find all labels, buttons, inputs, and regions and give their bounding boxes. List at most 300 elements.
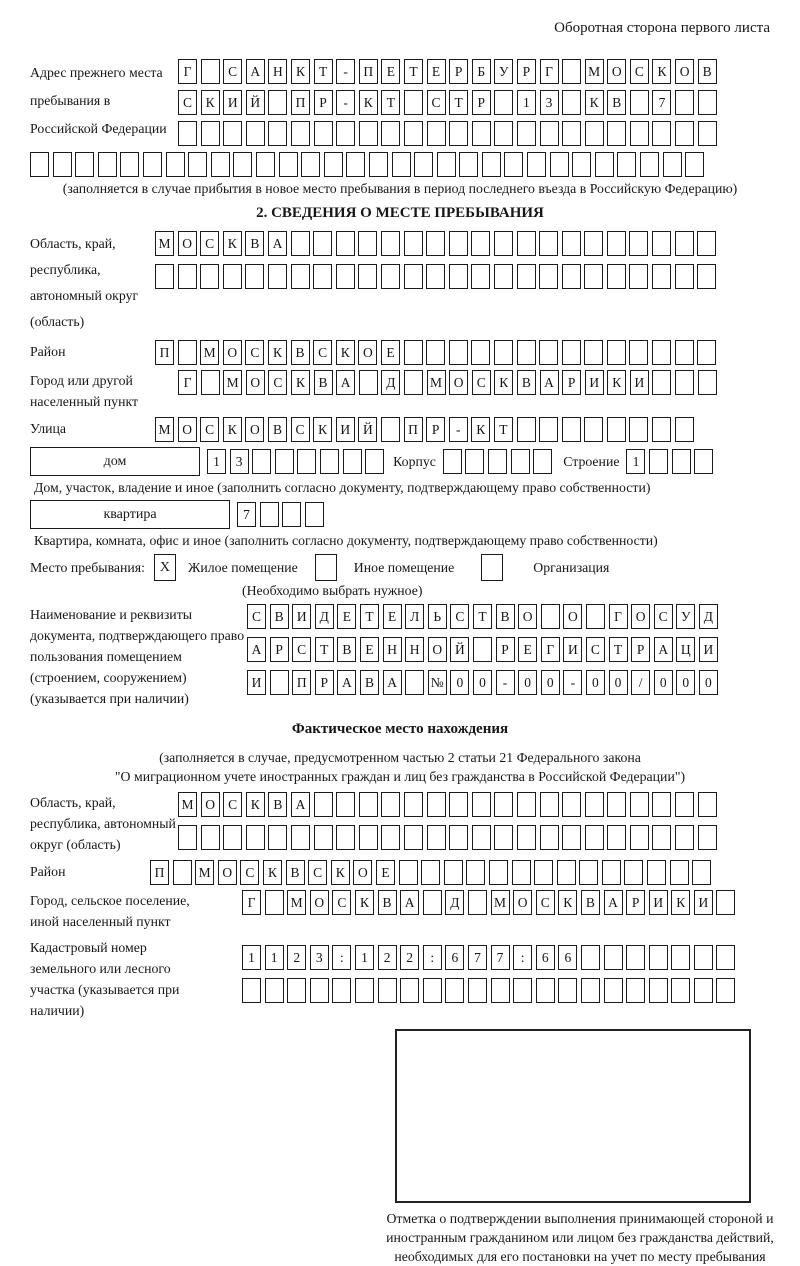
char-box[interactable] (694, 978, 713, 1003)
char-box[interactable]: Д (445, 890, 464, 915)
char-box[interactable] (200, 264, 219, 289)
char-box[interactable]: О (358, 340, 377, 365)
char-box[interactable] (400, 978, 419, 1003)
char-box[interactable] (359, 370, 378, 395)
char-box[interactable] (444, 860, 463, 885)
char-box[interactable]: Г (609, 604, 628, 629)
char-box[interactable] (265, 890, 284, 915)
char-box[interactable] (675, 90, 694, 115)
char-box[interactable] (539, 231, 558, 256)
char-box[interactable]: К (246, 792, 265, 817)
char-box[interactable] (649, 978, 668, 1003)
char-box[interactable]: Р (315, 670, 334, 695)
char-box[interactable] (471, 264, 490, 289)
char-box[interactable]: Р (626, 890, 645, 915)
char-box[interactable] (242, 978, 261, 1003)
char-box[interactable] (282, 502, 301, 527)
char-box[interactable] (697, 264, 716, 289)
char-box[interactable] (716, 978, 735, 1003)
char-box[interactable]: К (558, 890, 577, 915)
char-box[interactable]: Б (472, 59, 491, 84)
char-box[interactable]: С (654, 604, 673, 629)
char-box[interactable] (585, 792, 604, 817)
char-box[interactable] (449, 264, 468, 289)
char-box[interactable]: Н (405, 637, 424, 662)
char-box[interactable] (268, 825, 287, 850)
char-box[interactable] (404, 370, 423, 395)
char-box[interactable]: Т (360, 604, 379, 629)
char-box[interactable] (581, 945, 600, 970)
char-box[interactable]: В (496, 604, 515, 629)
char-box[interactable]: А (337, 670, 356, 695)
char-box[interactable] (291, 825, 310, 850)
char-box[interactable] (314, 792, 333, 817)
char-box[interactable] (675, 264, 694, 289)
char-box[interactable] (517, 792, 536, 817)
char-box[interactable]: О (631, 604, 650, 629)
char-box[interactable] (675, 340, 694, 365)
char-box[interactable] (314, 121, 333, 146)
char-box[interactable] (279, 152, 298, 177)
char-box[interactable] (494, 231, 513, 256)
char-box[interactable]: А (336, 370, 355, 395)
char-box[interactable]: К (585, 90, 604, 115)
char-box[interactable]: К (291, 370, 310, 395)
char-box[interactable] (459, 152, 478, 177)
char-box[interactable] (511, 449, 530, 474)
char-box[interactable] (517, 825, 536, 850)
char-box[interactable] (562, 340, 581, 365)
char-box[interactable]: О (518, 604, 537, 629)
char-box[interactable]: 3 (540, 90, 559, 115)
char-box[interactable] (405, 670, 424, 695)
char-box[interactable]: М (195, 860, 214, 885)
char-box[interactable] (336, 792, 355, 817)
char-box[interactable] (607, 340, 626, 365)
char-box[interactable]: О (675, 59, 694, 84)
char-box[interactable]: К (263, 860, 282, 885)
char-box[interactable]: Р (472, 90, 491, 115)
char-box[interactable]: Г (541, 637, 560, 662)
char-box[interactable] (449, 825, 468, 850)
char-box[interactable]: И (694, 890, 713, 915)
char-box[interactable] (414, 152, 433, 177)
char-box[interactable]: О (607, 59, 626, 84)
char-box[interactable]: П (155, 340, 174, 365)
char-box[interactable] (562, 417, 581, 442)
char-box[interactable]: / (631, 670, 650, 695)
char-box[interactable] (468, 978, 487, 1003)
char-box[interactable] (314, 825, 333, 850)
char-box[interactable] (539, 417, 558, 442)
char-box[interactable]: И (336, 417, 355, 442)
char-box[interactable] (581, 978, 600, 1003)
char-box[interactable]: В (268, 417, 287, 442)
char-box[interactable]: 0 (699, 670, 718, 695)
char-box[interactable]: К (471, 417, 490, 442)
char-box[interactable] (201, 825, 220, 850)
char-box[interactable] (489, 860, 508, 885)
char-box[interactable]: Р (270, 637, 289, 662)
char-box[interactable]: С (200, 417, 219, 442)
char-box[interactable]: О (246, 370, 265, 395)
char-box[interactable] (426, 231, 445, 256)
char-box[interactable]: А (540, 370, 559, 395)
char-box[interactable]: С (247, 604, 266, 629)
char-box[interactable] (423, 890, 442, 915)
char-box[interactable] (53, 152, 72, 177)
char-box[interactable] (482, 152, 501, 177)
char-box[interactable] (178, 121, 197, 146)
char-box[interactable] (557, 860, 576, 885)
char-box[interactable] (540, 792, 559, 817)
char-box[interactable] (381, 264, 400, 289)
char-box[interactable] (465, 449, 484, 474)
char-box[interactable] (404, 825, 423, 850)
char-box[interactable]: : (513, 945, 532, 970)
char-box[interactable] (685, 152, 704, 177)
char-box[interactable] (427, 825, 446, 850)
char-box[interactable] (617, 152, 636, 177)
char-box[interactable]: М (178, 792, 197, 817)
char-box[interactable] (494, 90, 513, 115)
char-box[interactable] (562, 121, 581, 146)
char-box[interactable]: 7 (491, 945, 510, 970)
char-box[interactable] (178, 340, 197, 365)
char-box[interactable] (671, 978, 690, 1003)
char-box[interactable]: О (178, 231, 197, 256)
char-box[interactable]: В (314, 370, 333, 395)
char-box[interactable] (155, 264, 174, 289)
char-box[interactable] (694, 449, 713, 474)
char-box[interactable]: О (223, 340, 242, 365)
char-box[interactable] (533, 449, 552, 474)
char-box[interactable]: К (223, 231, 242, 256)
char-box[interactable] (310, 978, 329, 1003)
char-box[interactable]: К (331, 860, 350, 885)
char-box[interactable] (517, 264, 536, 289)
char-box[interactable] (626, 945, 645, 970)
char-box[interactable] (449, 340, 468, 365)
char-box[interactable] (359, 825, 378, 850)
char-box[interactable] (336, 264, 355, 289)
char-box[interactable] (332, 978, 351, 1003)
char-box[interactable]: В (517, 370, 536, 395)
char-box[interactable]: 3 (310, 945, 329, 970)
char-box[interactable]: 6 (558, 945, 577, 970)
char-box[interactable]: С (308, 860, 327, 885)
char-box[interactable] (336, 121, 355, 146)
char-box[interactable] (607, 121, 626, 146)
char-box[interactable] (488, 449, 507, 474)
char-box[interactable] (652, 231, 671, 256)
char-box[interactable] (672, 449, 691, 474)
char-box[interactable]: М (223, 370, 242, 395)
char-box[interactable] (359, 121, 378, 146)
char-box[interactable] (504, 152, 523, 177)
char-box[interactable]: С (536, 890, 555, 915)
char-box[interactable]: П (292, 670, 311, 695)
house-field-box[interactable]: дом (30, 447, 200, 476)
char-box[interactable]: К (652, 59, 671, 84)
char-box[interactable] (381, 792, 400, 817)
char-box[interactable] (437, 152, 456, 177)
char-box[interactable]: О (563, 604, 582, 629)
char-box[interactable] (607, 825, 626, 850)
char-box[interactable]: С (223, 792, 242, 817)
char-box[interactable]: Й (358, 417, 377, 442)
char-box[interactable]: 1 (207, 449, 226, 474)
char-box[interactable] (652, 264, 671, 289)
char-box[interactable] (358, 231, 377, 256)
char-box[interactable]: Й (450, 637, 469, 662)
char-box[interactable] (698, 90, 717, 115)
char-box[interactable]: О (513, 890, 532, 915)
char-box[interactable] (223, 825, 242, 850)
char-box[interactable]: 0 (518, 670, 537, 695)
char-box[interactable] (381, 825, 400, 850)
char-box[interactable]: Р (562, 370, 581, 395)
char-box[interactable] (392, 152, 411, 177)
char-box[interactable]: П (359, 59, 378, 84)
char-box[interactable]: А (383, 670, 402, 695)
char-box[interactable]: Й (246, 90, 265, 115)
char-box[interactable] (692, 860, 711, 885)
char-box[interactable]: А (604, 890, 623, 915)
char-box[interactable]: О (428, 637, 447, 662)
char-box[interactable]: 2 (287, 945, 306, 970)
char-box[interactable] (472, 792, 491, 817)
char-box[interactable] (607, 792, 626, 817)
char-box[interactable]: С (472, 370, 491, 395)
char-box[interactable] (602, 860, 621, 885)
char-box[interactable] (716, 945, 735, 970)
char-box[interactable]: С (313, 340, 332, 365)
char-box[interactable]: В (268, 792, 287, 817)
char-box[interactable]: А (247, 637, 266, 662)
char-box[interactable] (649, 945, 668, 970)
char-box[interactable]: У (676, 604, 695, 629)
char-box[interactable] (494, 792, 513, 817)
char-box[interactable] (541, 604, 560, 629)
char-box[interactable]: В (360, 670, 379, 695)
char-box[interactable] (270, 670, 289, 695)
char-box[interactable] (305, 502, 324, 527)
char-box[interactable] (427, 121, 446, 146)
char-box[interactable]: 1 (626, 449, 645, 474)
char-box[interactable]: С (200, 231, 219, 256)
char-box[interactable] (494, 825, 513, 850)
char-box[interactable]: 0 (473, 670, 492, 695)
char-box[interactable] (517, 340, 536, 365)
char-box[interactable]: Д (315, 604, 334, 629)
char-box[interactable]: - (496, 670, 515, 695)
char-box[interactable]: И (699, 637, 718, 662)
char-box[interactable]: В (337, 637, 356, 662)
char-box[interactable]: : (423, 945, 442, 970)
char-box[interactable] (652, 417, 671, 442)
char-box[interactable] (336, 231, 355, 256)
char-box[interactable] (517, 417, 536, 442)
char-box[interactable]: О (353, 860, 372, 885)
char-box[interactable] (426, 340, 445, 365)
char-box[interactable]: П (291, 90, 310, 115)
char-box[interactable]: 1 (242, 945, 261, 970)
char-box[interactable]: М (155, 231, 174, 256)
checkbox-cell[interactable] (315, 554, 337, 581)
char-box[interactable] (540, 121, 559, 146)
char-box[interactable] (539, 264, 558, 289)
char-box[interactable] (607, 231, 626, 256)
char-box[interactable] (675, 231, 694, 256)
char-box[interactable]: 0 (450, 670, 469, 695)
char-box[interactable] (579, 860, 598, 885)
char-box[interactable]: И (292, 604, 311, 629)
char-box[interactable] (629, 264, 648, 289)
char-box[interactable] (246, 121, 265, 146)
char-box[interactable] (562, 825, 581, 850)
char-box[interactable] (449, 792, 468, 817)
char-box[interactable] (517, 231, 536, 256)
char-box[interactable] (223, 264, 242, 289)
char-box[interactable]: Д (699, 604, 718, 629)
char-box[interactable]: М (491, 890, 510, 915)
char-box[interactable] (670, 860, 689, 885)
char-box[interactable] (697, 231, 716, 256)
char-box[interactable] (445, 978, 464, 1003)
char-box[interactable]: Т (449, 90, 468, 115)
char-box[interactable] (513, 978, 532, 1003)
char-box[interactable] (365, 449, 384, 474)
char-box[interactable] (494, 121, 513, 146)
char-box[interactable] (473, 637, 492, 662)
char-box[interactable] (595, 152, 614, 177)
char-box[interactable] (586, 604, 605, 629)
char-box[interactable]: А (246, 59, 265, 84)
char-box[interactable] (30, 152, 49, 177)
char-box[interactable]: М (287, 890, 306, 915)
char-box[interactable]: С (240, 860, 259, 885)
char-box[interactable] (716, 890, 735, 915)
char-box[interactable]: Г (178, 370, 197, 395)
char-box[interactable]: М (200, 340, 219, 365)
char-box[interactable] (517, 121, 536, 146)
char-box[interactable] (494, 340, 513, 365)
char-box[interactable]: И (630, 370, 649, 395)
char-box[interactable] (512, 860, 531, 885)
char-box[interactable] (143, 152, 162, 177)
char-box[interactable] (268, 90, 287, 115)
char-box[interactable] (75, 152, 94, 177)
char-box[interactable]: 0 (541, 670, 560, 695)
char-box[interactable]: № (428, 670, 447, 695)
char-box[interactable]: С (586, 637, 605, 662)
char-box[interactable]: В (378, 890, 397, 915)
char-box[interactable]: С (268, 370, 287, 395)
char-box[interactable] (404, 264, 423, 289)
char-box[interactable] (584, 264, 603, 289)
char-box[interactable] (324, 152, 343, 177)
char-box[interactable] (550, 152, 569, 177)
char-box[interactable]: 0 (609, 670, 628, 695)
char-box[interactable]: Р (631, 637, 650, 662)
char-box[interactable] (421, 860, 440, 885)
char-box[interactable] (320, 449, 339, 474)
char-box[interactable]: Р (517, 59, 536, 84)
char-box[interactable] (698, 792, 717, 817)
char-box[interactable] (201, 59, 220, 84)
char-box[interactable]: Г (242, 890, 261, 915)
char-box[interactable]: 1 (265, 945, 284, 970)
char-box[interactable]: 0 (654, 670, 673, 695)
char-box[interactable]: Т (314, 59, 333, 84)
char-box[interactable] (381, 121, 400, 146)
char-box[interactable]: 0 (676, 670, 695, 695)
char-box[interactable]: С (292, 637, 311, 662)
char-box[interactable] (652, 121, 671, 146)
char-box[interactable]: - (336, 59, 355, 84)
char-box[interactable] (630, 825, 649, 850)
char-box[interactable]: Т (494, 417, 513, 442)
char-box[interactable] (468, 890, 487, 915)
char-box[interactable]: М (427, 370, 446, 395)
char-box[interactable]: Е (381, 59, 400, 84)
char-box[interactable]: А (400, 890, 419, 915)
char-box[interactable]: Ц (676, 637, 695, 662)
char-box[interactable] (404, 340, 423, 365)
char-box[interactable] (604, 978, 623, 1003)
char-box[interactable]: О (178, 417, 197, 442)
char-box[interactable]: Н (383, 637, 402, 662)
char-box[interactable] (301, 152, 320, 177)
char-box[interactable]: Д (381, 370, 400, 395)
char-box[interactable] (675, 825, 694, 850)
checkbox-cell[interactable]: X (154, 554, 176, 581)
char-box[interactable] (291, 121, 310, 146)
char-box[interactable]: В (291, 340, 310, 365)
char-box[interactable] (536, 978, 555, 1003)
char-box[interactable] (201, 121, 220, 146)
char-box[interactable] (562, 59, 581, 84)
char-box[interactable] (584, 417, 603, 442)
char-box[interactable]: С (291, 417, 310, 442)
char-box[interactable] (343, 449, 362, 474)
char-box[interactable]: С (223, 59, 242, 84)
char-box[interactable] (630, 121, 649, 146)
char-box[interactable] (399, 860, 418, 885)
char-box[interactable]: К (355, 890, 374, 915)
char-box[interactable] (252, 449, 271, 474)
char-box[interactable]: Р (496, 637, 515, 662)
char-box[interactable] (443, 449, 462, 474)
char-box[interactable]: - (563, 670, 582, 695)
char-box[interactable] (675, 121, 694, 146)
char-box[interactable]: 2 (400, 945, 419, 970)
apartment-field-box[interactable]: квартира (30, 500, 230, 529)
char-box[interactable] (572, 152, 591, 177)
char-box[interactable]: М (155, 417, 174, 442)
char-box[interactable] (698, 370, 717, 395)
char-box[interactable]: Р (314, 90, 333, 115)
char-box[interactable] (494, 264, 513, 289)
char-box[interactable] (346, 152, 365, 177)
char-box[interactable] (649, 449, 668, 474)
char-box[interactable] (584, 340, 603, 365)
char-box[interactable]: Е (518, 637, 537, 662)
char-box[interactable] (558, 978, 577, 1003)
char-box[interactable] (647, 860, 666, 885)
char-box[interactable]: А (268, 231, 287, 256)
